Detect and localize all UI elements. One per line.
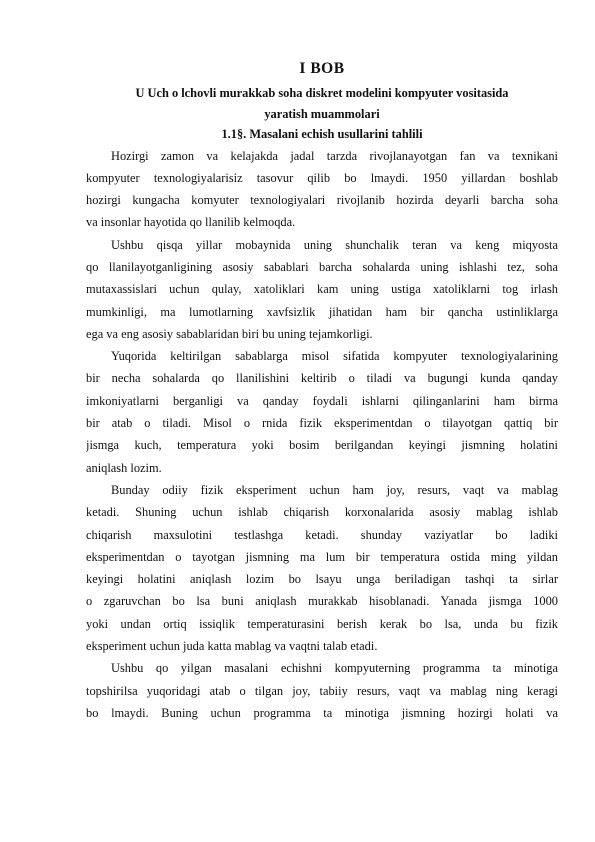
paragraph [86, 145, 558, 234]
text-line: imkoniyatlarni berganligi va qanday foydali ishlarni qilinganlarini ham birma [86, 393, 558, 408]
text-line: qo llanilayotganligining asosiy sabablari barcha sohalarda uning ishlashi tez, soha [86, 259, 558, 274]
paragraph [86, 657, 558, 724]
text-line: jismga kuch, temperatura yoki bosim berilgandan keyingi jismning holatini [86, 438, 558, 453]
text-line: bir atab o tiladi. Misol o rnida fizik eksperimentdan o tilayotgan qattiq bir [86, 416, 558, 431]
text-line: eksperiment uchun juda katta mablag va vaqtni talab etadi. [86, 639, 378, 654]
text-line: Ushbu qo yilgan masalani echishni kompyuterning programma ta minotiga [111, 661, 558, 676]
text-line: va insonlar hayotida qo llanilib kelmoqda. [86, 215, 296, 230]
text-line: Yuqorida keltirilgan sabablarga misol sifatida kompyuter texnologiyalarining [111, 349, 558, 364]
text-line: mumkinligi, ma lumotlarning xavfsizlik jihatidan ham bir qancha ustinliklarga [86, 304, 558, 319]
text-line: chiqarish maxsulotini testlashga ketadi. shunday vaziyatlar bo ladiki [86, 527, 558, 542]
text-line: hozirgi kungacha komyuter texnologiyalari rivojlanib hozirda deyarli barcha soha [86, 193, 558, 208]
text-line: mutaxassislari uchun qulay, xatoliklari kam uning ustiga xatoliklarni tog irlash [86, 282, 558, 297]
text-line: yoki undan ortiq issiqlik temperaturasini berish kerak bo lsa, unda bu fizik [86, 616, 558, 631]
text-line: eksperimentdan o tayotgan jismning ma lum bir temperatura ostida ming yildan [86, 549, 558, 564]
section-heading: 1.1§. Masalani echish usullarini tahlili [221, 127, 423, 141]
paragraph [86, 234, 558, 345]
text-line: Bunday odiiy fizik eksperiment uchun ham joy, resurs, vaqt va mablag [111, 482, 558, 497]
document-page [86, 58, 558, 724]
text-line: aniqlash lozim. [86, 460, 162, 475]
chapter-title-line-1: U Uch o lchovli murakkab soha diskret modelini kompyuter vositasida [135, 86, 509, 100]
chapter-heading: I BOB [299, 60, 345, 77]
chapter-title-line-2: yaratish muammolari [264, 106, 380, 121]
text-line: keyingi holatini aniqlash lozim bo lsayu unga beriladigan tashqi ta sirlar [86, 572, 558, 587]
text-line: kompyuter texnologiyalarisiz tasovur qilib bo lmaydi. 1950 yillardan boshlab [86, 170, 558, 185]
text-line: topshirilsa yuqoridagi atab o tilgan joy, tabiiy resurs, vaqt va mablag ning keragi [86, 683, 558, 698]
text-line: o zgaruvchan bo lsa buni aniqlash murakkab hisoblanadi. Yanada jismga 1000 [86, 594, 558, 609]
paragraph [86, 345, 558, 479]
body-text [86, 145, 558, 725]
text-line: Hozirgi zamon va kelajakda jadal tarzda rivojlanayotgan fan va texnikani [111, 148, 558, 163]
paragraph [86, 479, 558, 657]
text-line: Ushbu qisqa yillar mobaynida uning shunchalik teran va keng miqyosta [111, 237, 558, 252]
text-line: ega va eng asosiy sabablaridan biri bu uning tejamkorligi. [86, 326, 373, 341]
text-line: bir necha sohalarda qo llanilishini keltirib o tiladi va bugungi kunda qanday [86, 371, 558, 386]
text-line: ketadi. Shuning uchun ishlab chiqarish korxonalarida asosiy mablag ishlab [86, 505, 558, 520]
text-line: bo lmaydi. Buning uchun programma ta minotiga jismning hozirgi holati va [86, 705, 558, 720]
